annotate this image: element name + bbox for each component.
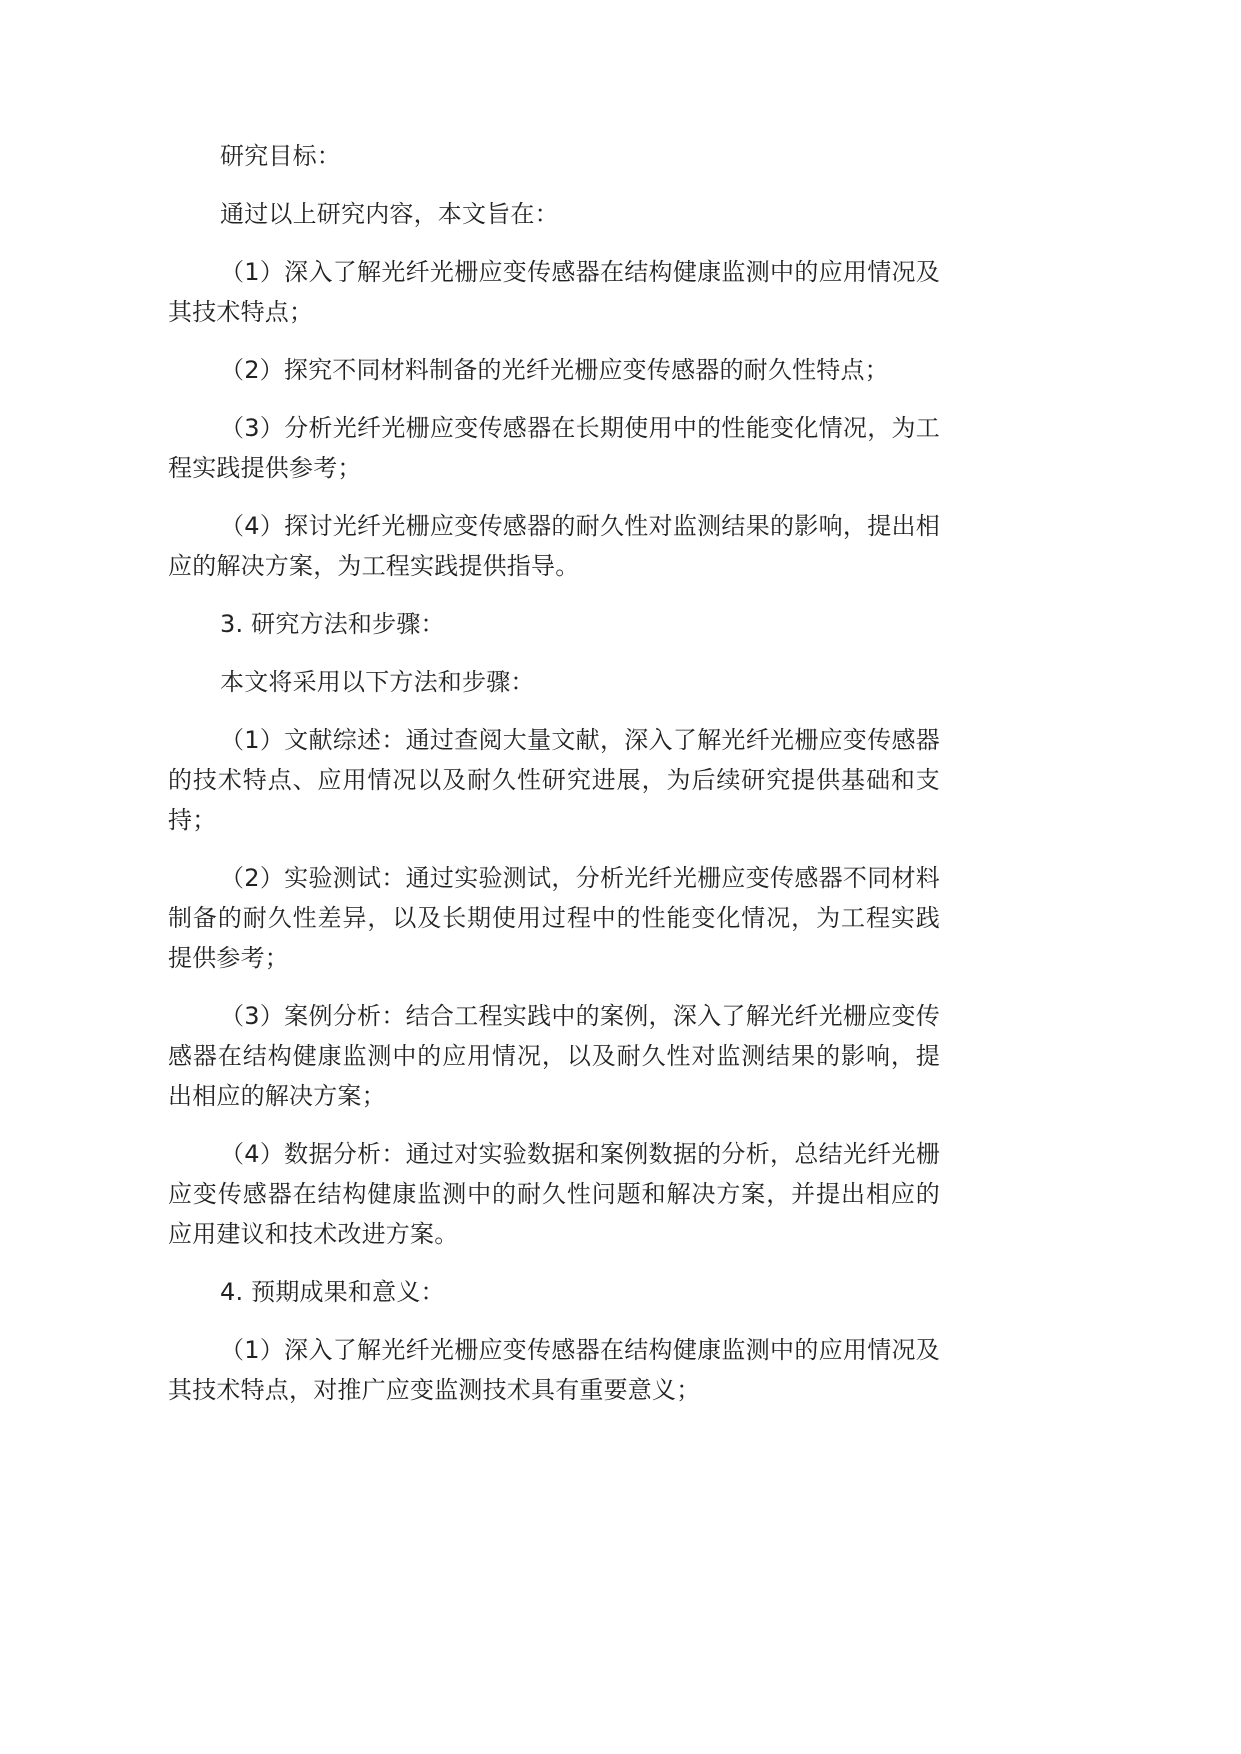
list-item-method-4: （4）数据分析：通过对实验数据和案例数据的分析，总结光纤光栅应变传感器在结构健康监测中的耐久性问题和解决方案，并提出相应的应用建议和技术改进方案。	[168, 1140, 940, 1248]
list-item-goal-4: （4）探讨光纤光栅应变传感器的耐久性对监测结果的影响，提出相应的解决方案，为工程实践提供指导。	[168, 512, 940, 580]
list-item-goal-2: （2）探究不同材料制备的光纤光栅应变传感器的耐久性特点；	[220, 356, 889, 384]
section-heading-methods: 3. 研究方法和步骤：	[220, 610, 445, 638]
list-item-method-2: （2）实验测试：通过实验测试，分析光纤光栅应变传感器不同材料制备的耐久性差异，以及长期使用过程中的性能变化情况，为工程实践提供参考；	[168, 864, 940, 972]
list-item-result-1: （1）深入了解光纤光栅应变传感器在结构健康监测中的应用情况及其技术特点，对推广应变监测技术具有重要意义；	[168, 1336, 940, 1404]
paragraph-goals-intro: 通过以上研究内容，本文旨在：	[220, 200, 559, 228]
list-item-goal-3: （3）分析光纤光栅应变传感器在长期使用中的性能变化情况，为工程实践提供参考；	[168, 414, 940, 482]
paragraph-methods-intro: 本文将采用以下方法和步骤：	[220, 668, 535, 696]
section-heading-research-goals: 研究目标：	[220, 142, 341, 170]
list-item-method-1: （1）文献综述：通过查阅大量文献，深入了解光纤光栅应变传感器的技术特点、应用情况以及耐久性研究进展，为后续研究提供基础和支持；	[168, 726, 940, 834]
list-item-method-3: （3）案例分析：结合工程实践中的案例，深入了解光纤光栅应变传感器在结构健康监测中的应用情况，以及耐久性对监测结果的影响，提出相应的解决方案；	[168, 1002, 940, 1110]
document-body	[168, 136, 940, 1428]
section-heading-expected-results: 4. 预期成果和意义：	[220, 1278, 445, 1306]
list-item-goal-1: （1）深入了解光纤光栅应变传感器在结构健康监测中的应用情况及其技术特点；	[168, 258, 940, 326]
